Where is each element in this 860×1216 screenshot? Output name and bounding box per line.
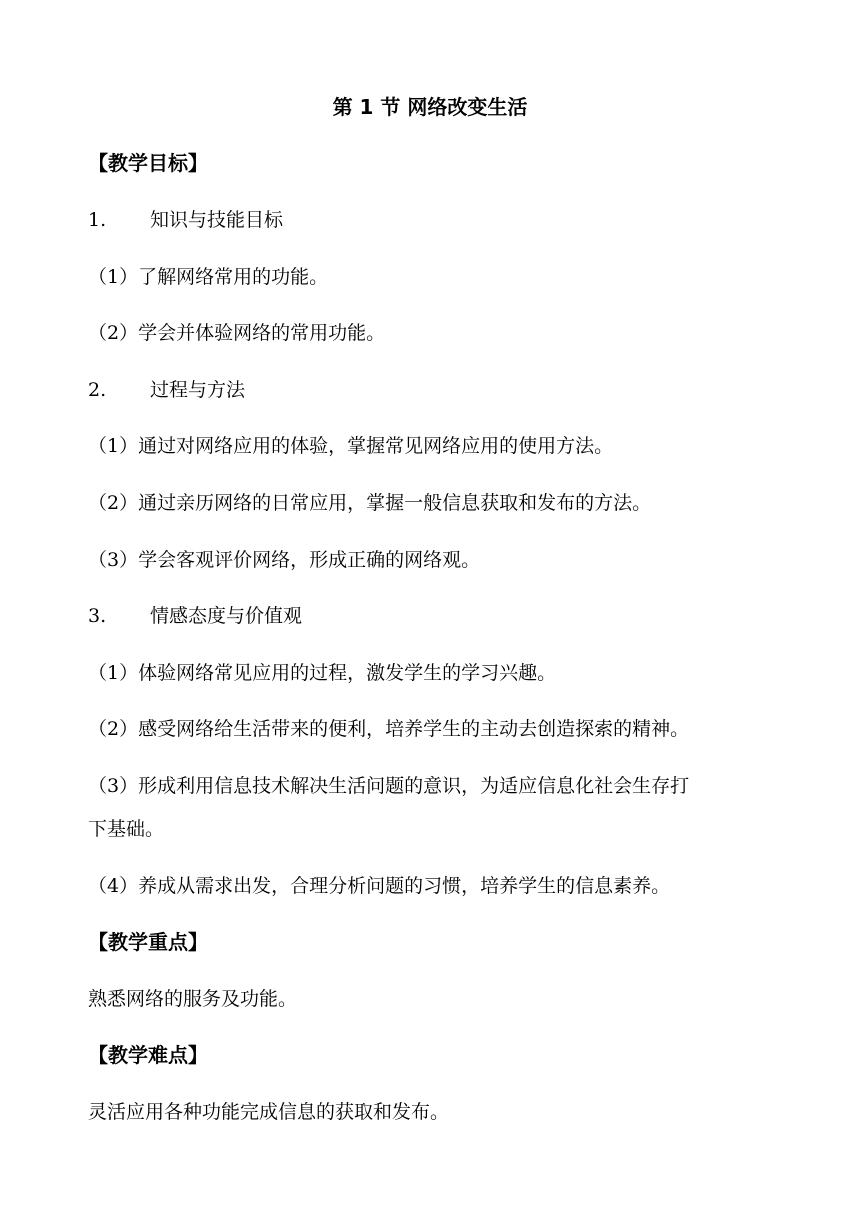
section-3-item-4: （4）养成从需求出发，合理分析问题的习惯，培养学生的信息素养。 [88,875,671,897]
objectives-heading: 【教学目标】 [88,151,208,175]
section-3-number: 3. [88,605,107,627]
key-points-heading: 【教学重点】 [88,930,208,954]
section-3-title-row [88,601,788,631]
section-1-item-2: （2）学会并体验网络的常用功能。 [88,322,386,344]
section-2-item-1: （1）通过对网络应用的体验，掌握常见网络应用的使用方法。 [88,435,614,457]
section-1-title: 知识与技能目标 [150,209,284,231]
section-1-item-1: （1）了解网络常用的功能。 [88,266,329,288]
section-3-item-2: （2）感受网络给生活带来的便利，培养学生的主动去创造探索的精神。 [88,718,690,740]
key-points-text: 熟悉网络的服务及功能。 [88,988,298,1010]
section-2-item-3: （3）学会客观评价网络，形成正确的网络观。 [88,549,481,571]
difficulties-text: 灵活应用各种功能完成信息的获取和发布。 [88,1101,450,1123]
section-3-title: 情感态度与价值观 [150,605,303,627]
section-2-title: 过程与方法 [150,379,246,401]
section-3-item-3: （3）形成利用信息技术解决生活问题的意识，为适应信息化社会生存打 [88,775,690,797]
section-2-title-row [88,375,788,405]
section-2-number: 2. [88,379,107,401]
section-1-number: 1. [88,209,107,231]
section-3-item-3-continued: 下基础。 [88,818,165,840]
page-title: 第 1 节 网络改变生活 [332,95,528,119]
section-1-title-row [88,205,788,235]
section-2-item-2: （2）通过亲历网络的日常应用，掌握一般信息获取和发布的方法。 [88,492,652,514]
difficulties-heading: 【教学难点】 [88,1043,208,1067]
section-3-item-1: （1）体验网络常见应用的过程，激发学生的学习兴趣。 [88,662,557,684]
